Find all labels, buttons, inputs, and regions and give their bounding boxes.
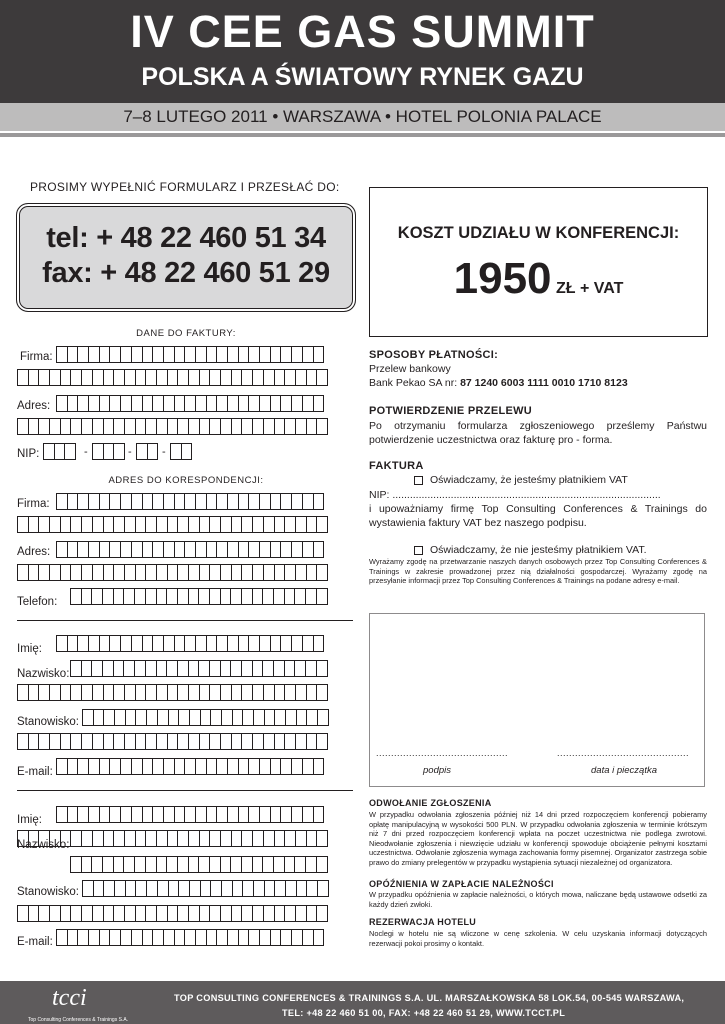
corr-firma-label: Firma:	[17, 498, 50, 510]
vat-payer-option[interactable]	[414, 473, 704, 487]
signature-box[interactable]	[369, 613, 705, 787]
invoice-firma-field-2[interactable]	[17, 369, 327, 386]
tcci-logo-caption: Top Consulting Conferences & Trainings S.A.	[28, 1017, 129, 1023]
nip-field-part-1[interactable]	[43, 443, 75, 460]
corr-adres-field-2[interactable]	[17, 564, 327, 581]
letter-box[interactable]	[64, 443, 76, 460]
nip-field-part-2[interactable]	[92, 443, 124, 460]
data-consent-text: Wyrażamy zgodę na przetwarzanie naszych danych osobowych przez Top Consulting Conferences & Trainings w zakresie prowadzonej przez nią działalności gospodarczej. Wyrażamy zgodę na przesyłanie informacji przez Top Consulting Conferences & Trainings na podane adresy e-mail.	[369, 557, 707, 586]
p1-stanowisko-field[interactable]	[82, 709, 328, 726]
invoice-adres-field[interactable]	[56, 395, 323, 412]
letter-box[interactable]	[147, 443, 159, 460]
p2-imie-field[interactable]	[56, 806, 323, 823]
cost-value	[370, 254, 707, 304]
letter-box[interactable]	[313, 929, 325, 946]
invoice-nip-label: NIP:	[17, 448, 40, 460]
cancellation-text: W przypadku odwołania zgłoszenia później niż 14 dni przed rozpoczęciem konferencji pobieramy opłatę manipulacyjną w wysokości 500 PLN. W przypadku odwołania zgłoszenia w terminie krótszym niż 7 dni przed rozpoczęciem konferencji wpłata na poczet uczestnictwa nie podlega zwrotowi. Nieodwołanie zgłoszenia i niewzięcie udziału w konferencji spowoduje obciążenie pełnymi kosztami uczestnictwa. Odwołanie zgłoszenia wymaga zachowania formy pisemnej. Organizator zastrzega sobie prawo do zmiany prelegentów w przypadku wystąpienia sytuacji niezależnej od organizatora.	[369, 810, 707, 867]
p1-stanowisko-label: Stanowisko:	[17, 716, 80, 728]
header-divider	[0, 133, 725, 137]
p1-nazwisko-field[interactable]	[70, 660, 327, 677]
letter-box[interactable]	[313, 758, 325, 775]
letter-box[interactable]	[313, 395, 325, 412]
letter-box[interactable]	[113, 443, 125, 460]
not-vat-payer-option[interactable]	[414, 543, 704, 557]
p1-email-field[interactable]	[56, 758, 323, 775]
signature-label: podpis	[423, 765, 451, 776]
form-instruction: PROSIMY WYPEŁNIĆ FORMULARZ I PRZESŁAĆ DO:	[30, 180, 340, 194]
corr-adres-label: Adres:	[17, 546, 51, 558]
confirmation-title: POTWIERDZENIE PRZELEWU	[369, 405, 533, 417]
corr-adres-field[interactable]	[56, 541, 323, 558]
invoice-title: FAKTURA	[369, 460, 424, 472]
nip-separator: -	[128, 446, 132, 458]
correspondence-section-title: ADRES DO KORESPONDENCJI:	[108, 475, 264, 486]
corr-firma-field[interactable]	[56, 493, 323, 510]
p2-nazwisko-field[interactable]	[70, 856, 327, 873]
letter-box[interactable]	[181, 443, 193, 460]
summit-title: IV CEE GAS SUMMIT	[130, 6, 595, 57]
nip-field-part-4[interactable]	[170, 443, 191, 460]
summit-subtitle: POLSKA A ŚWIATOWY RYNEK GAZU	[141, 63, 584, 91]
p2-nazwisko-label: Nazwisko:	[17, 839, 70, 851]
invoice-firma-field[interactable]	[56, 346, 323, 363]
p2-imie-label: Imię:	[17, 814, 42, 826]
p1-imie-label: Imię:	[17, 643, 42, 655]
letter-box[interactable]	[316, 369, 328, 386]
nip-separator: -	[84, 446, 88, 458]
p1-imie-field[interactable]	[56, 635, 323, 652]
not-vat-payer-checkbox[interactable]	[414, 546, 423, 555]
letter-box[interactable]	[316, 660, 328, 677]
payment-method: Przelew bankowy	[369, 363, 451, 375]
p2-stanowisko-field[interactable]	[82, 880, 328, 897]
letter-box[interactable]	[313, 493, 325, 510]
letter-box[interactable]	[316, 830, 328, 847]
confirmation-text: Po otrzymaniu formularza zgłoszeniowego prześlemy Państwu potwierdzenie uczestnictwa oraz fakturę pro - forma.	[369, 420, 707, 446]
section-divider	[17, 620, 353, 621]
nip-field-part-3[interactable]	[136, 443, 157, 460]
p2-stanowisko-label: Stanowisko:	[17, 886, 80, 898]
hotel-title: REZERWACJA HOTELU	[369, 917, 477, 927]
cost-box	[369, 187, 708, 337]
corr-telefon-field[interactable]	[70, 588, 327, 605]
authorization-text: i upoważniamy firmę Top Consulting Conferences & Trainings do wystawienia faktury VAT bez naszego podpisu.	[369, 503, 707, 529]
letter-box[interactable]	[313, 635, 325, 652]
p1-stanowisko-field-2[interactable]	[17, 733, 327, 750]
not-vat-payer-label: Oświadczamy, że nie jesteśmy płatnikiem VAT.	[430, 544, 647, 556]
contact-fax: fax: + 48 22 460 51 29	[42, 257, 330, 289]
bank-account-number: 87 1240 6003 1111 0010 1710 8123	[460, 377, 628, 389]
late-payment-text: W przypadku opóźnienia w zapłacie należności, o których mowa, naliczane będą ustawowe odsetki za każdy dzień zwłoki.	[369, 890, 707, 909]
letter-box[interactable]	[316, 856, 328, 873]
date-stamp-line: ............................................	[557, 748, 690, 758]
footer-contact[interactable]: TEL: +48 22 460 51 00, FAX: +48 22 460 51 29, WWW.TCCT.PL	[282, 1008, 566, 1018]
p1-nazwisko-label: Nazwisko:	[17, 668, 70, 680]
cost-label: KOSZT UDZIAŁU W KONFERENCJI:	[397, 224, 680, 242]
letter-box[interactable]	[316, 905, 328, 922]
cancellation-title: ODWOŁANIE ZGŁOSZENIA	[369, 798, 492, 808]
payment-title: SPOSOBY PŁATNOŚCI:	[369, 349, 499, 361]
vat-payer-label: Oświadczamy, że jesteśmy płatnikiem VAT	[430, 474, 628, 486]
invoice-section-title: DANE DO FAKTURY:	[136, 328, 236, 339]
section-divider	[17, 790, 353, 791]
letter-box[interactable]	[313, 541, 325, 558]
p2-email-field[interactable]	[56, 929, 323, 946]
contact-box	[16, 203, 356, 312]
invoice-adres-field-2[interactable]	[17, 418, 327, 435]
nip-separator: -	[162, 446, 166, 458]
invoice-adres-label: Adres:	[17, 400, 51, 412]
invoice-firma-label: Firma:	[20, 351, 53, 363]
p2-stanowisko-field-2[interactable]	[17, 905, 327, 922]
footer-address: TOP CONSULTING CONFERENCES & TRAININGS S.A. UL. MARSZAŁKOWSKA 58 LOK.54, 00-545 WARSZAWA,	[174, 993, 685, 1003]
letter-box[interactable]	[317, 709, 329, 726]
contact-phone[interactable]: tel: + 48 22 460 51 34	[46, 222, 326, 254]
letter-box[interactable]	[313, 806, 325, 823]
letter-box[interactable]	[313, 346, 325, 363]
vat-payer-checkbox[interactable]	[414, 476, 423, 485]
bank-label: Bank Pekao SA nr:	[369, 377, 461, 389]
cost-unit: ZŁ + VAT	[555, 280, 624, 297]
p2-email-label: E-mail:	[17, 936, 53, 948]
letter-box[interactable]	[317, 880, 329, 897]
hotel-text: Noclegi w hotelu nie są wliczone w cenę szkolenia. W celu uzyskania informacji dotyczących rezerwacji pokoi prosimy o kontakt.	[369, 929, 707, 948]
corr-telefon-label: Telefon:	[17, 596, 58, 608]
bank-account-line	[369, 376, 707, 390]
letter-box[interactable]	[316, 588, 328, 605]
letter-box[interactable]	[316, 516, 328, 533]
letter-box[interactable]	[316, 684, 328, 701]
p1-email-label: E-mail:	[17, 766, 53, 778]
invoice-nip-line[interactable]: NIP: ............................................................................................	[369, 489, 661, 501]
tcci-logo: tcci	[52, 985, 87, 1011]
letter-box[interactable]	[316, 418, 328, 435]
signature-line: ............................................	[376, 748, 509, 758]
letter-box[interactable]	[316, 733, 328, 750]
date-stamp-label: data i pieczątka	[591, 765, 658, 776]
letter-box[interactable]	[316, 564, 328, 581]
late-payment-title: OPÓŹNIENIA W ZAPŁACIE NALEŻNOŚCI	[369, 879, 554, 889]
cost-amount: 1950	[453, 254, 552, 303]
p1-nazwisko-field-2[interactable]	[17, 684, 327, 701]
corr-firma-field-2[interactable]	[17, 516, 327, 533]
event-info: 7–8 LUTEGO 2011 • WARSZAWA • HOTEL POLONIA PALACE	[123, 107, 602, 126]
